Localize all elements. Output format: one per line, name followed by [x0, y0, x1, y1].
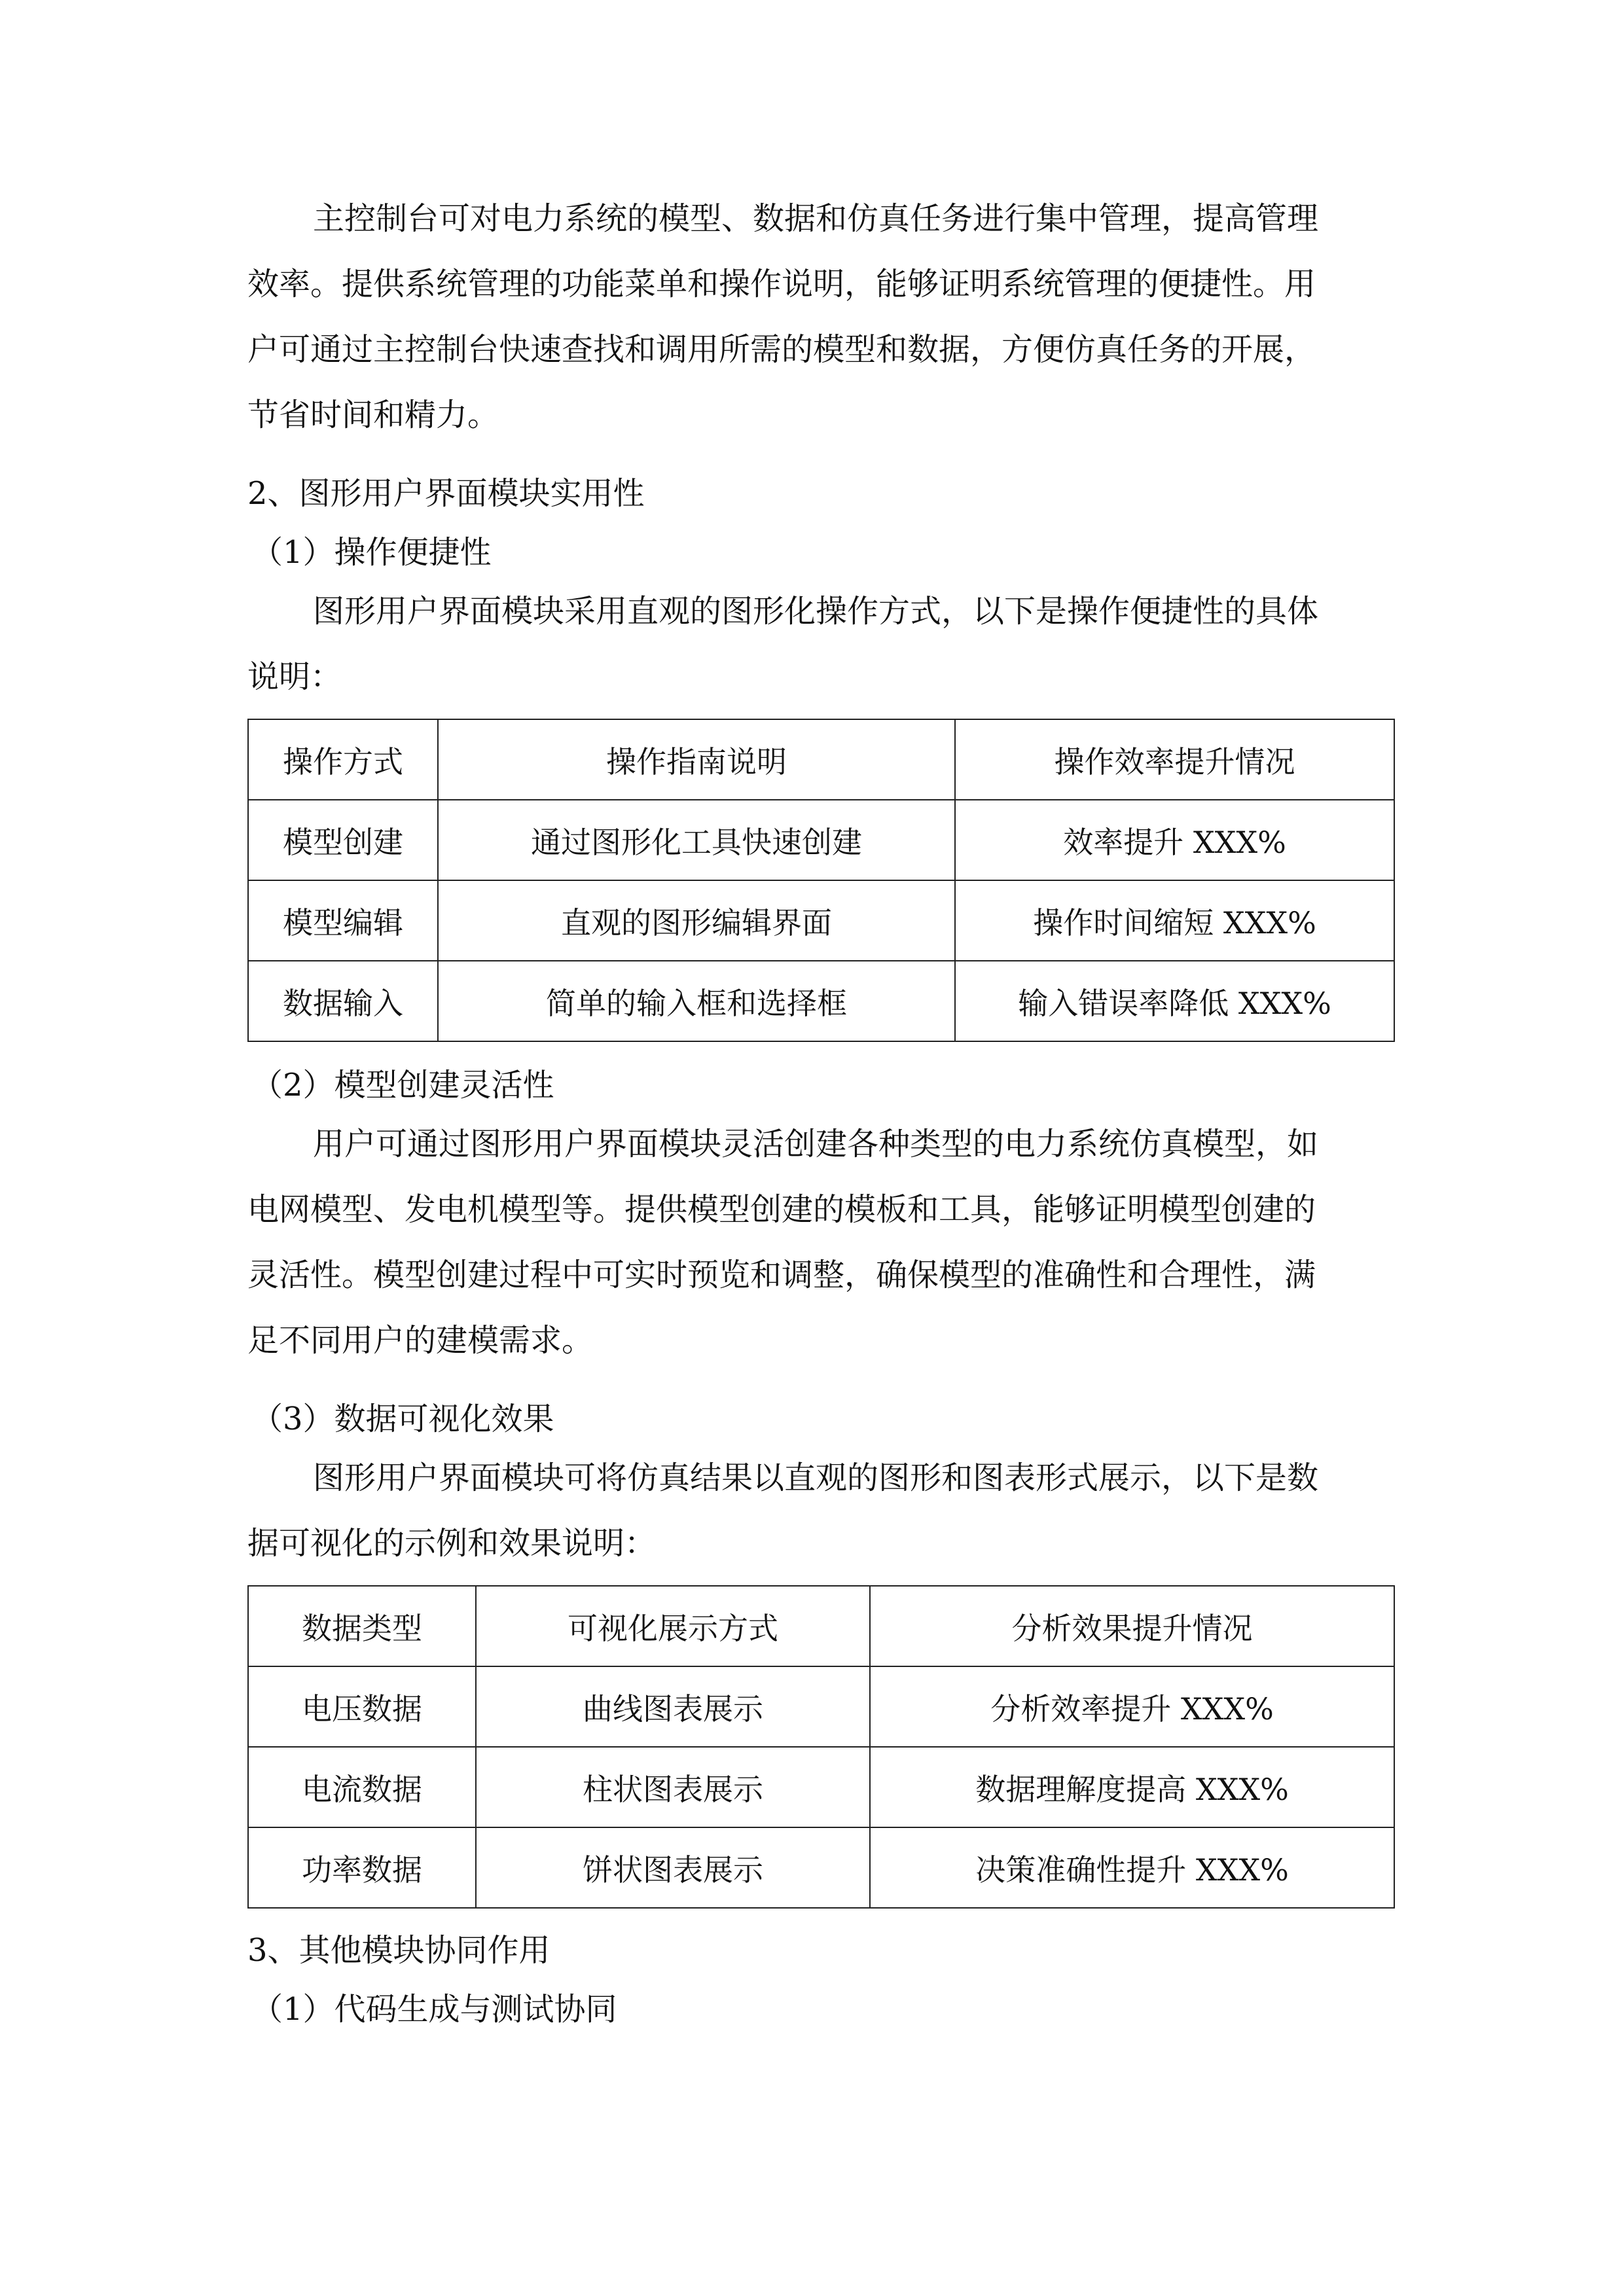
paragraph-line: 效率。提供系统管理的功能菜单和操作说明，能够证明系统管理的便捷性。用 [247, 266, 1316, 302]
table-cell: 通过图形化工具快速创建 [438, 800, 955, 880]
subsection-heading: （1）操作便捷性 [251, 534, 492, 571]
table-cell: 数据理解度提高 XXX% [870, 1747, 1394, 1827]
paragraph-line: 图形用户界面模块采用直观的图形化操作方式，以下是操作便捷性的具体 [313, 593, 1319, 630]
paragraph-line: 户可通过主控制台快速查找和调用所需的模型和数据，方便仿真任务的开展， [247, 331, 1316, 368]
table-row [248, 961, 1394, 1041]
table-header-row [248, 1586, 1394, 1666]
table-header-cell: 操作指南说明 [438, 719, 955, 800]
visualization-table [247, 1585, 1395, 1909]
table-row [248, 1666, 1394, 1747]
table-cell: 电流数据 [248, 1747, 476, 1827]
paragraph-line: 用户可通过图形用户界面模块灵活创建各种类型的电力系统仿真模型，如 [313, 1126, 1319, 1162]
table-cell: 功率数据 [248, 1827, 476, 1908]
paragraph-line: 电网模型、发电机模型等。提供模型创建的模板和工具，能够证明模型创建的 [247, 1191, 1316, 1228]
table-row [248, 880, 1394, 961]
table-cell: 柱状图表展示 [476, 1747, 870, 1827]
paragraph-line: 足不同用户的建模需求。 [247, 1322, 594, 1359]
paragraph-line: 说明： [247, 658, 342, 695]
subsection-heading: （3）数据可视化效果 [251, 1401, 554, 1437]
table-cell: 简单的输入框和选择框 [438, 961, 955, 1041]
table-cell: 数据输入 [248, 961, 438, 1041]
section-heading: 2、图形用户界面模块实用性 [247, 475, 645, 512]
table-cell: 曲线图表展示 [476, 1666, 870, 1747]
table-cell: 模型编辑 [248, 880, 438, 961]
table-cell: 输入错误率降低 XXX% [955, 961, 1394, 1041]
paragraph-line: 图形用户界面模块可将仿真结果以直观的图形和图表形式展示，以下是数 [313, 1460, 1319, 1496]
table-cell: 效率提升 XXX% [955, 800, 1394, 880]
paragraph-line: 灵活性。模型创建过程中可实时预览和调整，确保模型的准确性和合理性，满 [247, 1257, 1316, 1293]
operation-table [247, 719, 1395, 1042]
paragraph-line: 据可视化的示例和效果说明： [247, 1525, 657, 1562]
subsection-heading: （2）模型创建灵活性 [251, 1067, 554, 1103]
table-cell: 电压数据 [248, 1666, 476, 1747]
table-header-cell: 操作方式 [248, 719, 438, 800]
table-cell: 模型创建 [248, 800, 438, 880]
table-cell: 饼状图表展示 [476, 1827, 870, 1908]
paragraph-line: 主控制台可对电力系统的模型、数据和仿真任务进行集中管理，提高管理 [313, 200, 1319, 237]
table-row [248, 1827, 1394, 1908]
table-cell: 分析效率提升 XXX% [870, 1666, 1394, 1747]
table-header-cell: 数据类型 [248, 1586, 476, 1666]
table-header-cell: 可视化展示方式 [476, 1586, 870, 1666]
paragraph-line: 节省时间和精力。 [247, 397, 499, 433]
table-row [248, 800, 1394, 880]
table-cell: 决策准确性提升 XXX% [870, 1827, 1394, 1908]
table-row [248, 1747, 1394, 1827]
table-cell: 直观的图形编辑界面 [438, 880, 955, 961]
section-heading: 3、其他模块协同作用 [247, 1932, 550, 1969]
table-cell: 操作时间缩短 XXX% [955, 880, 1394, 961]
table-header-cell: 分析效果提升情况 [870, 1586, 1394, 1666]
table-header-row [248, 719, 1394, 800]
subsection-heading: （1）代码生成与测试协同 [251, 1991, 617, 2028]
table-header-cell: 操作效率提升情况 [955, 719, 1394, 800]
